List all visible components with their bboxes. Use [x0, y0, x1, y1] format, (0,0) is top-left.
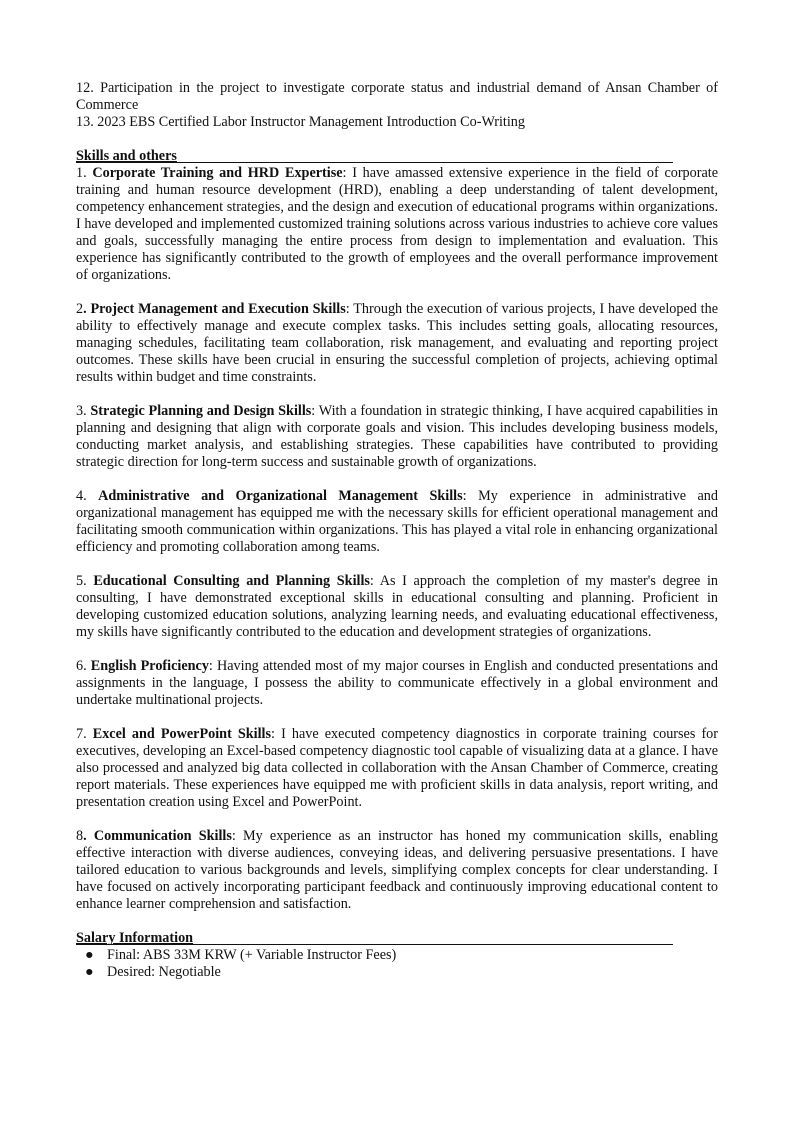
skill-text: : Through the execution of various projects, I have developed the ability to effectively manage and execute complex tasks. This includes setting goals, allocating resources, managing schedules, facilitating team collaboration, risk management, and evaluating and reporting project outcomes. These skills have been crucial in ensuring the successful completion of projects, achieving optimal results within budget and time constraints.	[76, 301, 718, 385]
skill-item: 7. Excel and PowerPoint Skills: I have executed competency diagnostics in corporate training courses for executives, developing an Excel-based competency diagnostic tool capable of visualizing data at a glance. I have also processed and analyzed big data collected in collaboration with the Ansan Chamber of Commerce, creating report materials. These experiences have equipped me with proficient skills in data analysis, report writing, and presentation creation using Excel and PowerPoint.	[76, 726, 719, 810]
skill-item: 4. Administrative and Organizational Management Skills: My experience in administrative and organizational management has equipped me with the necessary skills for efficient operational management and facilitating smooth communication within organizations. This has played a vital role in enhancing organizational efficiency and promoting collaboration among teams.	[76, 488, 718, 555]
skill-text: : As I approach the completion of my master's degree in consulting, I have demonstrated exceptional skills in educational consulting and planning. Proficient in developing customized education solutions, analyzing learning needs, and evaluating educational effectiveness, my skills have significantly contributed to the education and development strategies of organizations.	[76, 573, 719, 640]
skill-title: Educational Consulting and Planning Skills	[93, 573, 370, 589]
skill-title: English Proficiency	[90, 658, 209, 674]
skill-text: : Having attended most of my major courses in English and conducted presentations and assignments in the language, I possess the ability to communicate effectively in a global environment and undertake multinational projects.	[76, 658, 718, 708]
skill-title: . Project Management and Execution Skills	[83, 301, 346, 317]
salary-list	[76, 947, 718, 981]
section-rule	[76, 944, 673, 945]
spacer	[76, 131, 718, 148]
skill-text: : I have executed competency diagnostics in corporate training courses for executives, developing an Excel-based competency diagnostic tool capable of visualizing data at a glance. I have also processed and analyzed big data collected in collaboration with the Ansan Chamber of Commerce, creating report materials. These experiences have equipped me with proficient skills in data analysis, report writing, and presentation creation using Excel and PowerPoint.	[76, 726, 719, 810]
skill-title: . Communication Skills	[83, 828, 232, 844]
salary-item: ● Desired: Negotiable	[85, 964, 221, 980]
bullet-icon: ●	[85, 947, 94, 963]
section-rule	[76, 162, 673, 163]
skills-heading: Skills and others	[76, 148, 718, 165]
skill-item: 1. Corporate Training and HRD Expertise: I have amassed extensive experience in the field of corporate training and human resource development (HRD), enabling a deep understanding of talent development, competency enhancement strategies, and the design and execution of educational programs within organizations. I have developed and implemented customized training solutions across various industries to achieve core values and goals, successfully managing the entire process from design to implementation and evaluation. This experience has significantly contributed to the growth of employees and the overall performance improvement of organizations.	[76, 165, 719, 283]
skill-text: : I have amassed extensive experience in the field of corporate training and human resource development (HRD), enabling a deep understanding of talent development, competency enhancement strategies, and the design and execution of educational programs within organizations. I have developed and implemented customized training solutions across various industries to achieve core values and goals, successfully managing the entire process from design to implementation and evaluation. This experience has significantly contributed to the growth of employees and the overall performance improvement of organizations.	[76, 165, 719, 283]
salary-heading: Salary Information	[76, 930, 718, 947]
skills-list	[76, 165, 718, 913]
bullet-icon: ●	[85, 964, 94, 980]
skill-item: 3. Strategic Planning and Design Skills: With a foundation in strategic thinking, I have acquired capabilities in planning and designing that align with corporate goals and vision. This includes developing business models, conducting market analysis, and establishing strategies. These capabilities have contributed to providing strategic direction for long-term success and sustainable growth of organizations.	[76, 403, 719, 470]
skill-item: 6. English Proficiency: Having attended most of my major courses in English and conducted presentations and assignments in the language, I possess the ability to communicate effectively in a global environment and undertake multinational projects.	[76, 658, 718, 708]
skill-item: 2. Project Management and Execution Skills: Through the execution of various projects, I have developed the ability to effectively manage and execute complex tasks. This includes setting goals, allocating resources, managing schedules, facilitating team collaboration, risk management, and evaluating and reporting project outcomes. These skills have been crucial in ensuring the successful completion of projects, achieving optimal results within budget and time constraints.	[76, 301, 718, 385]
resume-page	[76, 80, 718, 981]
salary-item: ● Final: ABS 33M KRW (+ Variable Instructor Fees)	[85, 947, 397, 963]
skill-text: : My experience as an instructor has honed my communication skills, enabling effective interaction with diverse audiences, conveying ideas, and delivering persuasive presentations. I have tailored education to various backgrounds and levels, simplifying complex concepts for clear understanding. I have focused on actively incorporating participant feedback and continuously improving educational content to enhance learner comprehension and satisfaction.	[76, 828, 718, 912]
skill-item: 8. Communication Skills: My experience as an instructor has honed my communication skills, enabling effective interaction with diverse audiences, conveying ideas, and delivering persuasive presentations. I have tailored education to various backgrounds and levels, simplifying complex concepts for clear understanding. I have focused on actively incorporating participant feedback and continuously improving educational content to enhance learner comprehension and satisfaction.	[76, 828, 718, 912]
skill-title: Corporate Training and HRD Expertise	[92, 165, 343, 181]
project-item-12: 12. Participation in the project to investigate corporate status and industrial demand of Ansan Chamber of Commerce	[76, 80, 718, 113]
skill-title: Excel and PowerPoint Skills	[92, 726, 272, 742]
project-item-13: 13. 2023 EBS Certified Labor Instructor Management Introduction Co-Writing	[76, 114, 525, 130]
skill-title: Administrative and Organizational Management Skills	[98, 488, 463, 504]
skill-text: : With a foundation in strategic thinking, I have acquired capabilities in planning and designing that align with corporate goals and vision. This includes developing business models, conducting market analysis, and establishing strategies. These capabilities have contributed to providing strategic direction for long-term success and sustainable growth of organizations.	[76, 403, 719, 470]
skill-item: 5. Educational Consulting and Planning Skills: As I approach the completion of my master's degree in consulting, I have demonstrated exceptional skills in educational consulting and planning. Proficient in developing customized education solutions, analyzing learning needs, and evaluating educational effectiveness, my skills have significantly contributed to the education and development strategies of organizations.	[76, 573, 719, 640]
skill-text: : My experience in administrative and organizational management has equipped me with the necessary skills for efficient operational management and facilitating smooth communication within organizations. This has played a vital role in enhancing organizational efficiency and promoting collaboration among teams.	[76, 488, 718, 555]
skill-title: Strategic Planning and Design Skills	[90, 403, 312, 419]
